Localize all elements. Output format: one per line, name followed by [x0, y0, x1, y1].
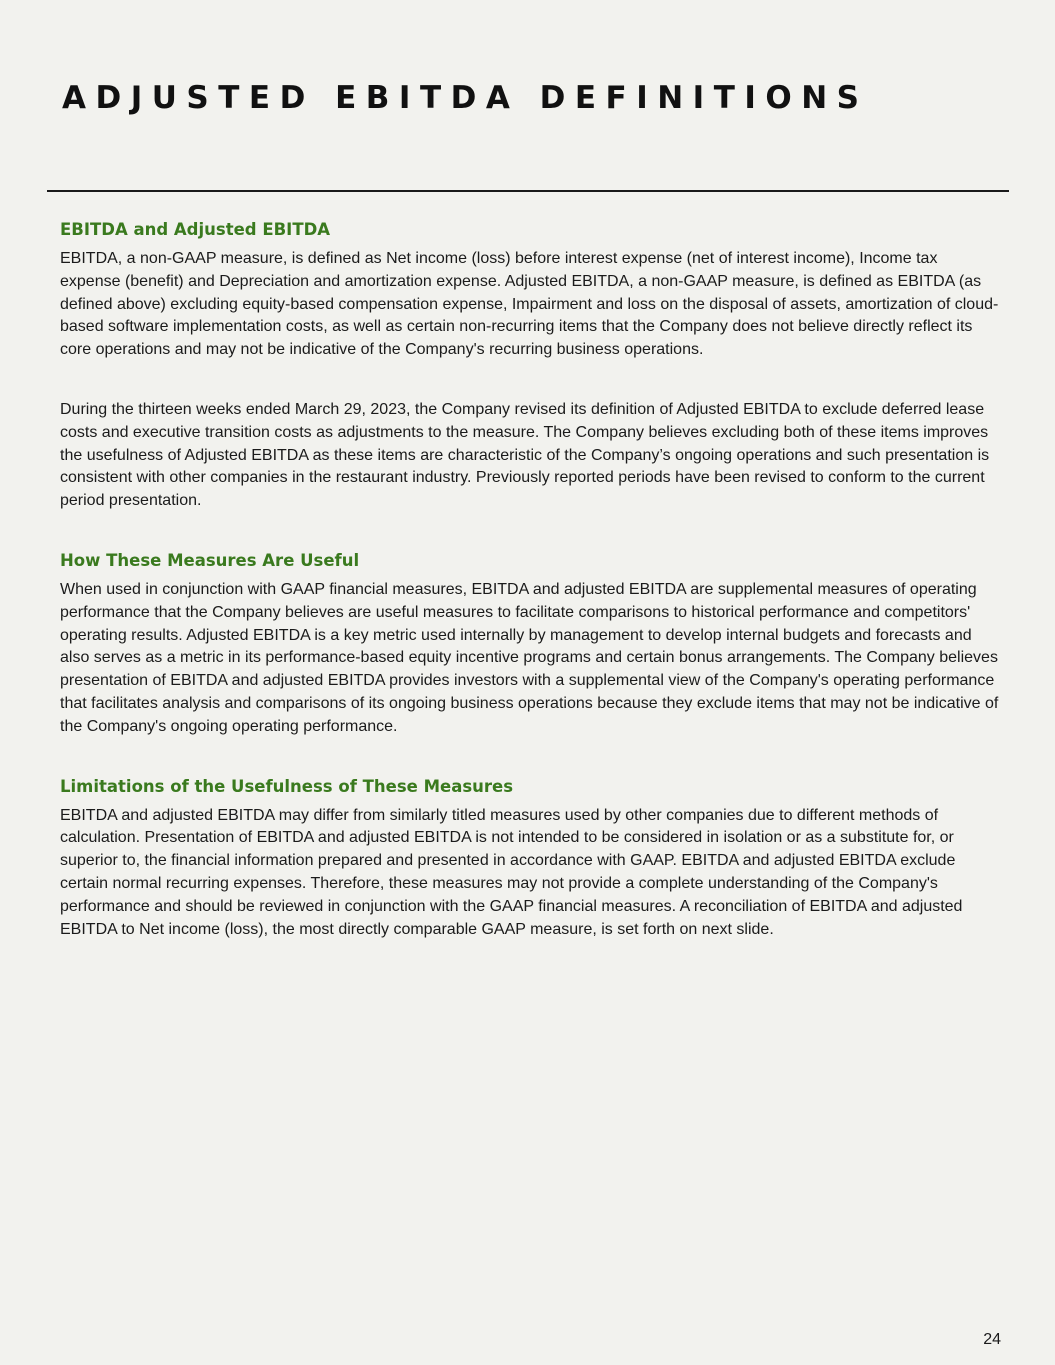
section-heading: EBITDA and Adjusted EBITDA	[60, 220, 331, 239]
paragraph: EBITDA and adjusted EBITDA may differ from similarly titled measures used by other companies due to different methods of calculation. Presentation of EBITDA and adjusted EBITDA is not intended to be considered in isolation or as a substitute for, or superior to, the financial information prepared and presented in accordance with GAAP. EBITDA and adjusted EBITDA exclude certain normal recurring expenses. Therefore, these measures may not provide a complete understanding of the Company's performance and should be reviewed in conjunction with the GAAP financial measures. A reconciliation of EBITDA and adjusted EBITDA to Net income (loss), the most directly comparable GAAP measure, is set forth on next slide.	[60, 806, 963, 938]
page-number: 24	[983, 1331, 1001, 1348]
section-heading: Limitations of the Usefulness of These Measures	[60, 776, 514, 796]
paragraph: When used in conjunction with GAAP financial measures, EBITDA and adjusted EBITDA are supplemental measures of operating performance that the Company believes are useful measures to facilitate comparisons to historical performance and competitors' operating results. Adjusted EBITDA is a key metric used internally by management to develop internal budgets and forecasts and also serves as a metric in its performance-based equity incentive programs and certain bonus arrangements. The Company believes presentation of EBITDA and adjusted EBITDA provides investors with a supplemental view of the Company's operating performance that facilitates analysis and comparisons of its ongoing business operations because they exclude items that may not be indicative of the Company's ongoing operating performance.	[60, 580, 999, 735]
content-area	[60, 219, 1000, 941]
page-title: ADJUSTED EBITDA DEFINITIONS	[62, 80, 869, 116]
title-divider	[47, 190, 1009, 192]
section-limitations	[60, 776, 1000, 942]
section-usefulness	[60, 550, 1000, 739]
paragraph: During the thirteen weeks ended March 29, 2023, the Company revised its definition of Adjusted EBITDA to exclude deferred lease costs and executive transition costs as adjustments to the measure. The Company believes excluding both of these items improves the usefulness of Adjusted EBITDA as these items are characteristic of the Company’s ongoing operations and such presentation is consistent with other companies in the restaurant industry. Previously reported periods have been revised to conform to the current period presentation.	[60, 400, 990, 510]
section-ebitda-definition	[60, 219, 1000, 513]
section-heading: How These Measures Are Useful	[60, 550, 360, 570]
paragraph: EBITDA, a non-GAAP measure, is defined as Net income (loss) before interest expense (net of interest income), Income tax expense (benefit) and Depreciation and amortization expense. Adjusted EBITDA, a non-GAAP measure, is defined as EBITDA (as defined above) excluding equity-based compensation expense, Impairment and loss on the disposal of assets, amortization of cloud-based software implementation costs, as well as certain non-recurring items that the Company does not believe directly reflect its core operations and may not be indicative of the Company's recurring business operations.	[60, 250, 999, 359]
